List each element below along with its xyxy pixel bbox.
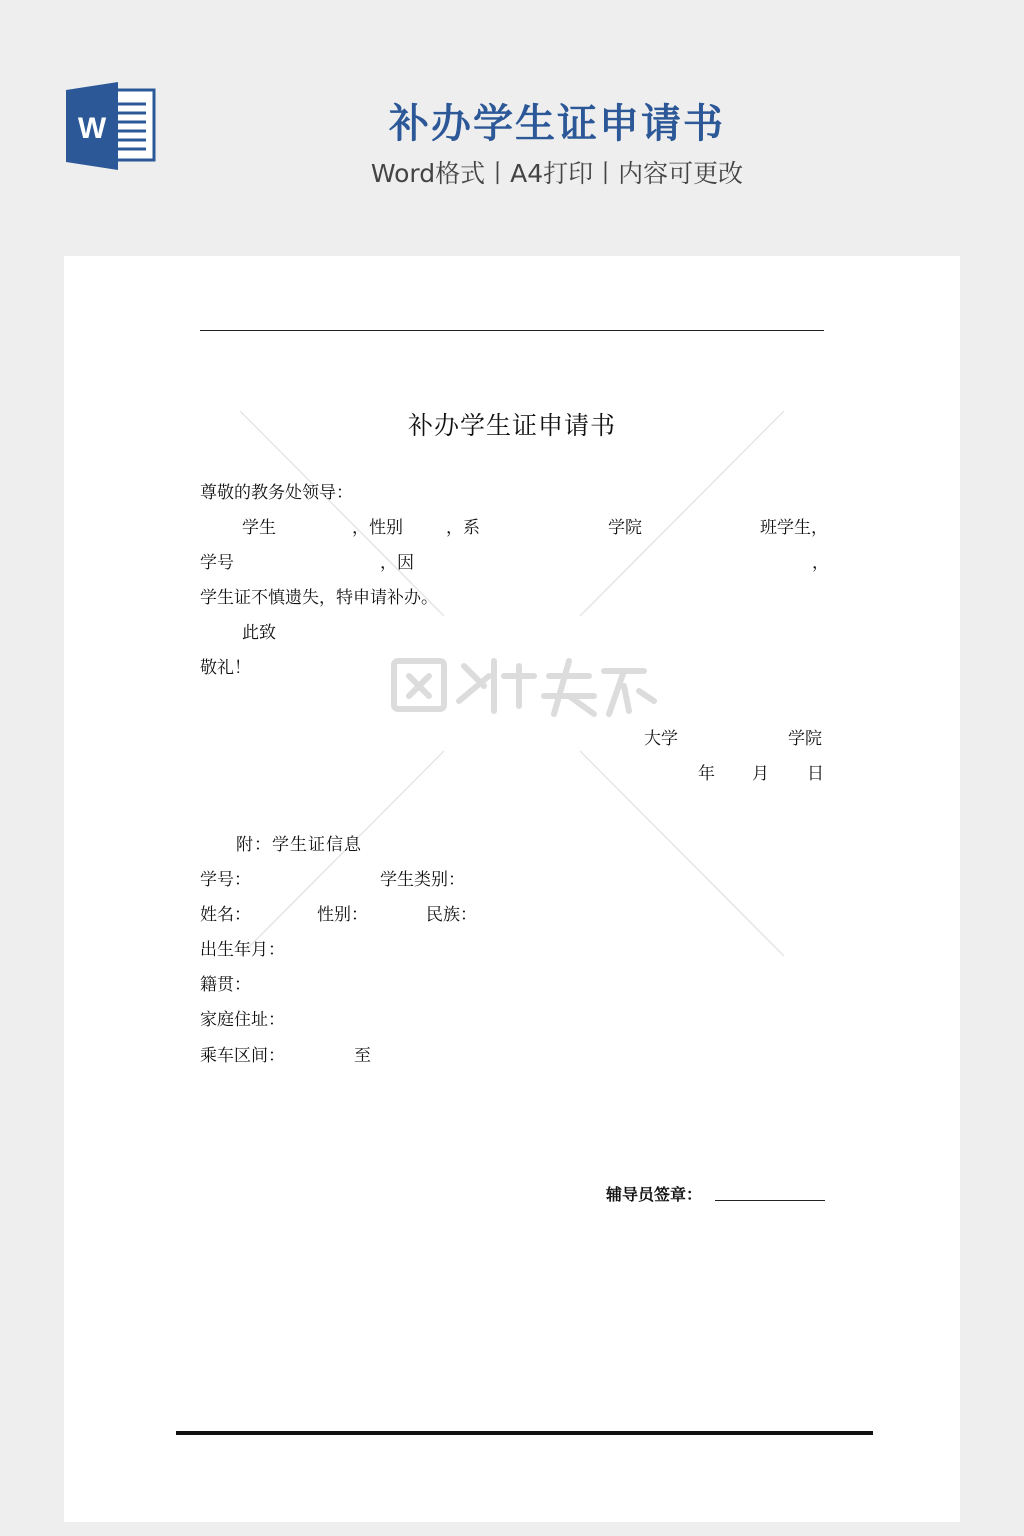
sign-university: 大学 [644,729,678,749]
attach-student-id: 学号： [200,870,251,890]
attach-gender: 性别： [317,905,368,925]
field-gender-label: ，性别 [352,518,403,538]
attach-hometown: 籍贯： [200,975,251,995]
closing-line-1: 此致 [242,623,276,643]
word-icon [64,80,156,172]
field-class-label: 班学生， [760,518,828,538]
field-dept-label: ，系 [446,518,480,538]
footer-rule [176,1431,873,1435]
attach-route: 乘车区间： [200,1046,285,1066]
field-college-label: 学院 [608,518,642,538]
sign-college: 学院 [788,729,822,749]
salutation: 尊敬的教务处领导： [200,483,353,503]
sign-month: 月 [752,764,769,784]
attach-ethnicity: 民族： [426,905,477,925]
document-page [64,256,960,1522]
counselor-signature-line [715,1200,825,1201]
header-rule [200,330,824,331]
attach-route-to: 至 [354,1046,371,1066]
watermark [64,256,960,1522]
body-text: 学生证不慎遗失，特申请补办。 [200,588,438,608]
field-reason-label: ，因 [380,553,414,573]
closing-line-2: 敬礼！ [200,658,251,678]
document-title: 补办学生证申请书 [407,411,616,440]
attach-name: 姓名： [200,905,251,925]
attachment-heading: 附：学生证信息 [236,835,362,855]
sign-year: 年 [698,764,715,784]
attach-address: 家庭住址： [200,1010,285,1030]
attach-student-type: 学生类别： [380,870,465,890]
word-icon-letter: W [77,112,107,145]
banner [0,0,1024,256]
attach-birth: 出生年月： [200,940,285,960]
banner-title: 补办学生证申请书 [389,101,725,147]
sign-day: 日 [807,764,824,784]
banner-subtitle: Word格式丨A4打印丨内容可更改 [370,159,744,188]
counselor-signature-label: 辅导员签章： [606,1185,703,1204]
field-id-label: 学号 [200,553,234,573]
field-student-label: 学生 [242,518,276,538]
line-end-comma: ， [812,553,829,573]
